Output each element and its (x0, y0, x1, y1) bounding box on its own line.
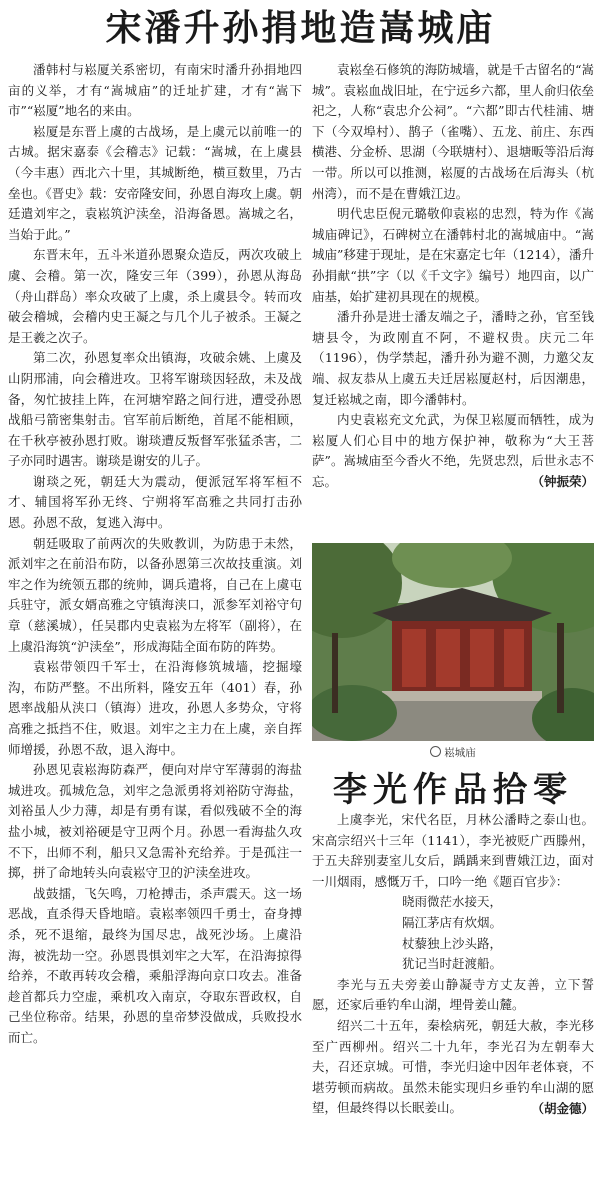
paragraph: 崧厦是东晋上虞的古战场，是上虞元以前唯一的古城。据宋嘉泰《会稽志》记载：“嵩城，在上虞县（今丰惠）西北六十里，其城断绝，横亘数里，乃古垒也。《晋史》载：安帝隆安间，孙恩自海攻上虞。朝廷遣刘牢之，袁崧筑沪渎垒，沿海备恩。嵩城之名，当始于此。” (8, 123, 302, 242)
paragraph: 孙恩见袁崧海防森严，便向对岸守军薄弱的海盐城进攻。孤城危急，刘牢之急派勇将刘裕防守海盐，刘裕虽人少力薄，却是有勇有谋，看似残破不全的海盐小城，被刘裕硬是守卫两个月。孙恩一看海盐久攻不下，出师不利，船只又急需补充给养。于是孤注一掷，拼了命地转头向袁崧守卫的沪渎垒进攻。 (8, 762, 302, 881)
poem-line: 犹记当时赶渡船。 (402, 956, 503, 972)
author-byline: （钟振荣） (531, 474, 594, 490)
paragraph: 潘韩村与崧厦关系密切，有南宋时潘升孙捐地四亩的义举，才有“嵩城庙”的迁址扩建，才有“嵩下市”“崧厦”地名的来由。 (8, 62, 302, 119)
paragraph: 东晋末年，五斗米道孙恩聚众造反，两次攻破上虞、会稽。第一次，隆安三年（399），孙恩从海岛（舟山群岛）率众攻破了上虞，杀上虞县令。转而攻破会稽城，会稽内史王凝之与几个儿子被杀。王凝之是王羲之次子。 (8, 247, 302, 345)
paragraph: 潘升孙是进士潘友端之子，潘畤之孙，官至钱塘县令，为政刚直不阿，不避权贵。庆元二年（1196），伪学禁起，潘升孙为避不测，力邀父友端、叔友恭从上虞五夫迁居崧厦赵村，后因潮患，复迁崧城之南，即今潘韩村。 (312, 309, 594, 407)
poem-line: 晓雨微茫水接天， (402, 894, 503, 910)
temple-photo (312, 543, 594, 741)
paragraph: 袁崧垒石修筑的海防城墙，就是千古留名的“嵩城”。袁崧血战旧址，在宁远乡六都，里人俞归依垒祀之，人称“袁忠介公祠”。“六都”即古代桂浦、塘下（今双埠村）、鹊子（雀嘴）、五龙、前庄、东西横港、分金桥、思湖（今联塘村）、退塘畈等沿后海一带。所以可以推测，崧厦的古战场在后海头（杭州湾），而不是在曹娥江边。 (312, 62, 594, 201)
paragraph: 谢琰之死，朝廷大为震动，便派冠军将军桓不才、辅国将军孙无终、宁朔将军高雅之共同打击孙恩。孙恩不敌，复逃入海中。 (8, 473, 302, 531)
paragraph: 朝廷吸取了前两次的失败教训，为防患于未然，派刘牢之在前沿布防，以备孙恩第三次故技重演。刘牢之作为统领五郡的统帅，调兵遣将，自己在上虞屯兵驻守，派女婿高雅之守镇海浃口，派参军刘裕守句章（慈溪城），任吴郡内史袁崧为左将军（副将），在上虞沿海筑“沪渎垒”，形成海陆全面布防的阵势。 (8, 535, 302, 654)
author-byline: （胡金德） (531, 1100, 594, 1116)
paragraph: 上虞李光，宋代名臣，月林公潘畤之泰山也。宋高宗绍兴十三年（1141），李光被贬广西滕州，于五夫辞别妻室儿女后，踽踽来到曹娥江边，面对一川烟雨，感慨万千，口吟一绝《题百官步》： (312, 812, 594, 889)
article-title: 宋潘升孙捐地造嵩城庙 (105, 7, 496, 49)
temple-illustration (312, 543, 594, 741)
paragraph: 内史袁崧充文允武，为保卫崧厦而牺牲，成为崧厦人们心目中的地方保护神，敬称为“大王菩萨”。嵩城庙至今香火不绝，先贤忠烈，后世永志不忘。 (312, 412, 594, 489)
circle-icon (430, 746, 441, 757)
paragraph: 绍兴二十五年，秦桧病死，朝廷大赦，李光移至广西柳州。绍兴二十九年，李光召为左朝奉大夫，召还京城。可惜，李光归途中因年老体衰，不堪劳顿而病故。虽然未能实现归乡垂钓牟山湖的愿望，但最终得以长眠姜山。 (312, 1017, 594, 1116)
paragraph: 明代忠臣倪元璐敬仰袁崧的忠烈，特为作《嵩城庙碑记》，石碑树立在潘韩村北的嵩城庙中。“嵩城庙”移建于现址，是在宋嘉定七年（1214），潘升孙捐献“拱”字（以《千文字》编号）地四亩，以广庙基，始扩建初具现在的规模。 (312, 206, 594, 304)
article-body-right (312, 60, 594, 490)
article-body-left (8, 60, 302, 1049)
paragraph: 第二次，孙恩复率众出镇海，攻破余姚、上虞及山阴邢浦，向会稽进攻。卫将军谢琰因轻敌，未及战备，匆忙披挂上阵，在河塘窄路之间行进，遭受孙恩战船弓箭密集射击。官军前后断绝，首尾不能相顾，在千秋亭被孙恩打败。谢琰遭反叛督军张猛杀害，二子亦同时遇害。谢琰是谢安的儿子。 (8, 350, 302, 469)
poem-line: 隔江茅店有炊烟。 (402, 914, 503, 930)
article2-body (312, 810, 594, 1117)
poem-line: 杖藜独上沙头路， (402, 935, 503, 951)
paragraph: 战鼓擂，飞矢鸣，刀枪搏击，杀声震天。这一场恶战，直杀得天昏地暗。袁崧率领四千勇士，奋身搏杀，死不退缩，最终为国尽忠，战死沙场。上虞沿海，被洗劫一空。孙恩畏惧刘牢之大军，在沿海掠得给养，不敢再转攻会稽，乘船浮海向京口攻去。准备趁首都兵力空虚，乘机攻入南京，夺取东晋政权，自己坐位称帝。结果，孙恩的皇帝梦没做成，兵败投水而亡。 (8, 885, 302, 1045)
paragraph: 李光与五夫旁姜山静凝寺方丈友善，立下誓愿，还家后垂钓牟山湖，埋骨姜山麓。 (312, 976, 594, 1013)
photo-caption: 崧城庙 (312, 745, 594, 760)
paragraph: 袁崧带领四千军士，在沿海修筑城墙，挖掘壕沟，布防严整。不出所料，隆安五年（401）春，孙恩率战船从浃口（镇海）进攻，孙恩人多势众，守将高雅之抵挡不住，败退。刘牢之主力在上虞，亲自挥师增援，孙恩不敌，退入海中。 (8, 659, 302, 757)
article2-title: 李光作品拾零 (333, 770, 573, 810)
